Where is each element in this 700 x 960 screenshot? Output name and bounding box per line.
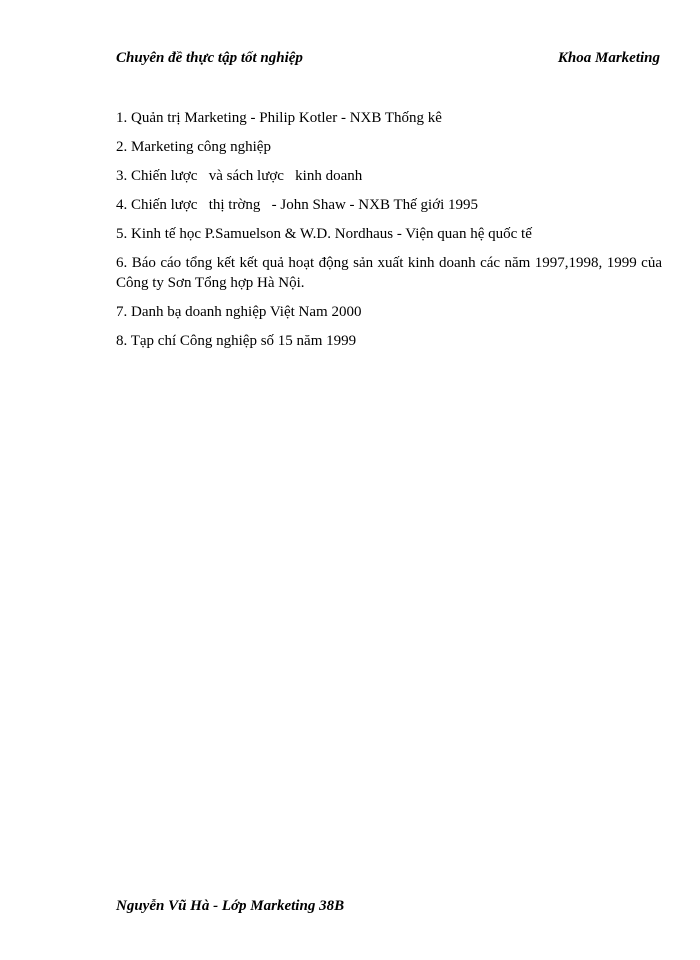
page-header <box>116 48 660 68</box>
reference-item-2: 2. Marketing công nghiệp <box>116 139 271 155</box>
header-faculty: Khoa Marketing <box>557 50 660 66</box>
reference-item-1: 1. Quản trị Marketing - Philip Kotler - NXB Thống kê <box>116 110 442 126</box>
header-document-title: Chuyên đề thực tập tốt nghiệp <box>116 50 303 66</box>
page-footer: Nguyễn Vũ Hà - Lớp Marketing 38B <box>116 898 345 914</box>
reference-item-8: 8. Tạp chí Công nghiệp số 15 năm 1999 <box>116 333 357 349</box>
reference-item-3: 3. Chiến lược và sách lược kinh doanh <box>116 168 363 184</box>
reference-item-6: 6. Báo cáo tổng kết kết quả hoạt động sản xuất kinh doanh các năm 1997,1998, 1999 của Công ty Sơn Tổng hợp Hà Nội. <box>116 255 662 291</box>
reference-item-5: 5. Kinh tế học P.Samuelson & W.D. Nordhaus - Viện quan hệ quốc tế <box>116 226 532 242</box>
reference-list <box>116 108 662 360</box>
reference-item-4: 4. Chiến lược thị trờng - John Shaw - NXB Thế giới 1995 <box>116 197 479 213</box>
reference-item-7: 7. Danh bạ doanh nghiệp Việt Nam 2000 <box>116 304 362 320</box>
